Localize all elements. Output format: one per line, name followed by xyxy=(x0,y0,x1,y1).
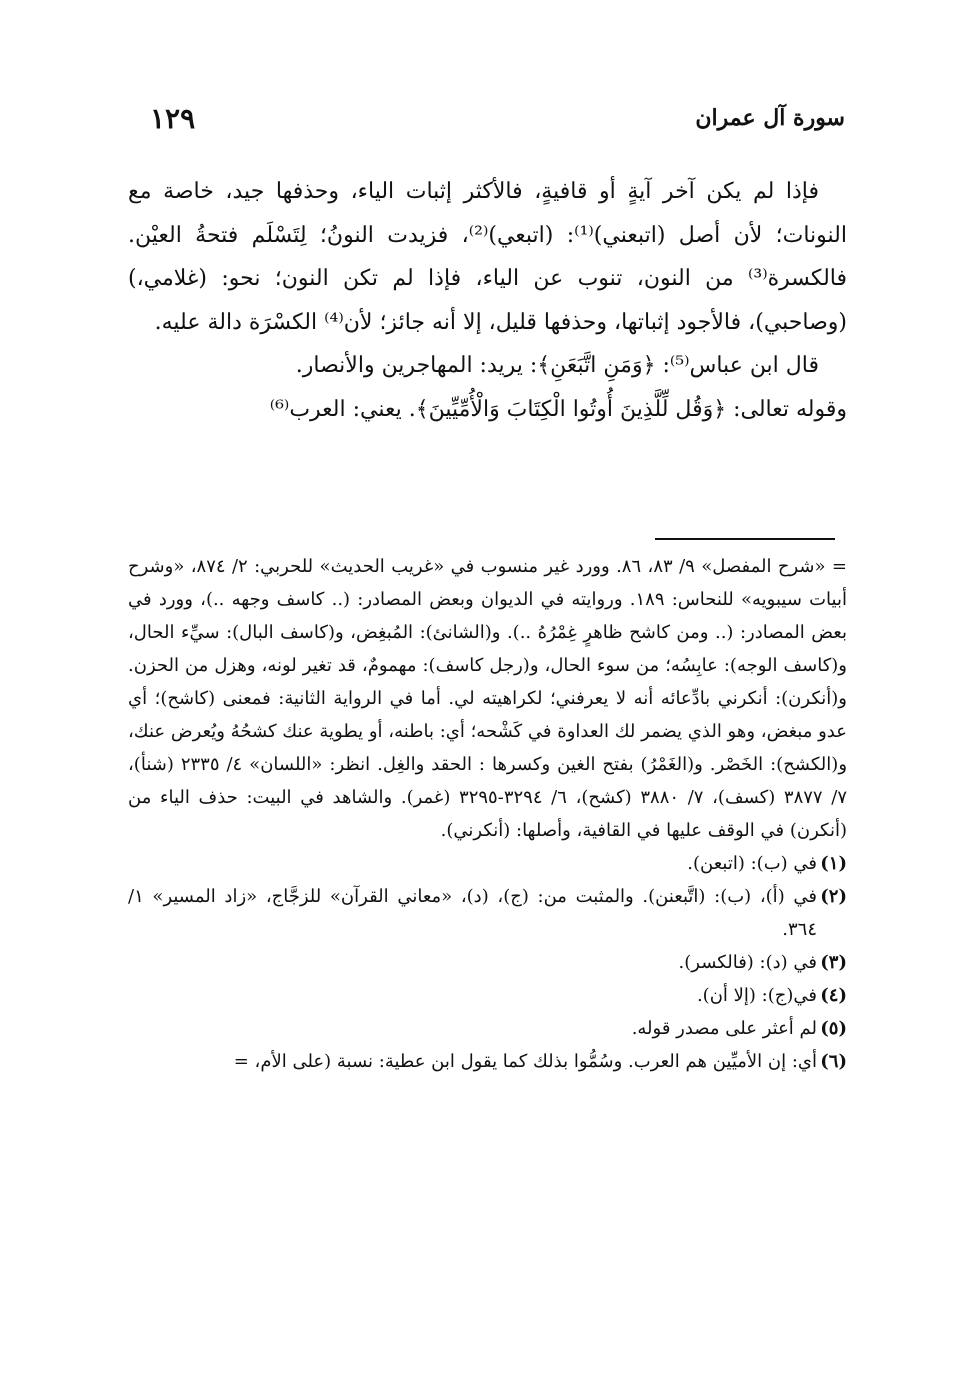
footnote-text: في (أ)، (ب): (اتَّبعنن). والمثبت من: (ج)، (د)، «معاني القرآن» للزجَّاج، «زاد المسير» ١/ ٣٦٤. xyxy=(128,886,817,940)
footnote-1 xyxy=(128,847,847,880)
footnote-5 xyxy=(128,1012,847,1045)
main-text xyxy=(128,170,847,431)
page-number: ١٢٩ xyxy=(150,101,196,135)
footnote-number: (٦) xyxy=(820,1051,847,1072)
paragraph-3: وقوله تعالى: ﴿وَقُل لِّلَّذِينَ أُوتُوا الْكِتَابَ وَالْأُمِّيِّينَ﴾. يعني: العرب⁽⁶⁾ xyxy=(269,396,847,422)
footnote-text: في(ج): (إلا أن). xyxy=(696,985,817,1006)
footnote-text: في (ب): (اتبعن). xyxy=(687,853,817,874)
footnote-6 xyxy=(128,1045,847,1078)
footnotes xyxy=(128,550,847,1078)
footnote-text: في (د): (فالكسر). xyxy=(678,952,817,973)
footnote-continuation: = «شرح المفصل» ٩/ ٨٣، ٨٦. وورد غير منسوب في «غريب الحديث» للحربي: ٢/ ٨٧٤، «وشرح أبيات سيبويه» للنحاس: ١٨٩. وروايته في الديوان وبعض المصادر: (.. كاسف وجهه ..)، وورد في بعض المصادر: (.. ومن كاشح ظاهرٍ غِمْرُهُ ..). و(الشانئ): المُبغِض، و(كاسف البال): سيِّء الحال، و(كاسف الوجه): عابِسُه؛ من سوء الحال، و(رجل كاسف): مهمومٌ، قد تغير لونه، وهزل من الحزن. و(أنكرن): أنكرني بادِّعائه أنه لا يعرفني؛ لكراهيته لي. أما في الرواية الثانية: فمعنى (كاشح)؛ أي عدو مبغض، وهو الذي يضمر لك العداوة في كَشْحه؛ أي: باطنه، أو يطوية عنك كشحُهُ ويُعرض عنك، و(الكشح): الخَصْر. و(الغَمْرُ) بفتح الغين وكسرها : الحقد والغِل. انظر: «اللسان» ٤/ ٢٣٣٥ (شنأ)، ٧/ ٣٨٧٧ (كسف)، ٧/ ٣٨٨٠ (كشح)، ٦/ ٣٢٩٤-٣٢٩٥ (غمر). والشاهد في البيت: حذف الياء من (أنكرن) في الوقف عليها في القافية، وأصلها: (أنكرني). xyxy=(128,556,848,841)
footnote-separator xyxy=(655,538,835,540)
footnote-text: أي: إن الأميِّين هم العرب. وسُمُّوا بذلك كما يقول ابن عطية: نسبة (على الأم، = xyxy=(233,1051,817,1072)
footnote-number: (٥) xyxy=(820,1018,847,1039)
footnote-4 xyxy=(128,979,847,1012)
paragraph-1: فإذا لم يكن آخر آيةٍ أو قافيةٍ، فالأكثر إثبات الياء، وحذفها جيد، خاصة مع النونات؛ لأن أصل (اتبعني)⁽¹⁾: (اتبعي)⁽²⁾، فزيدت النونُ؛ لِتَسْلَم فتحةُ العيْن. فالكسرة⁽³⁾ من النون، تنوب عن الياء، فإذا لم تكن النون؛ نحو: (غلامي،) (وصاحبي)، فالأجود إثباتها، وحذفها قليل، إلا أنه جائز؛ لأن⁽⁴⁾ الكسْرَة دالة عليه. xyxy=(128,179,848,335)
footnote-text: لم أعثر على مصدر قوله. xyxy=(631,1018,817,1039)
footnote-2 xyxy=(128,880,847,946)
page-header xyxy=(150,98,845,138)
footnote-number: (١) xyxy=(820,853,847,874)
footnote-number: (٤) xyxy=(820,985,847,1006)
footnote-number: (٢) xyxy=(820,886,847,907)
footnote-3 xyxy=(128,946,847,979)
surah-title: سورة آل عمران xyxy=(695,105,845,131)
footnote-number: (٣) xyxy=(820,952,847,973)
paragraph-2: قال ابن عباس⁽⁵⁾: ﴿وَمَنِ اتَّبَعَنِ﴾: يريد: المهاجرين والأنصار. xyxy=(295,353,819,378)
